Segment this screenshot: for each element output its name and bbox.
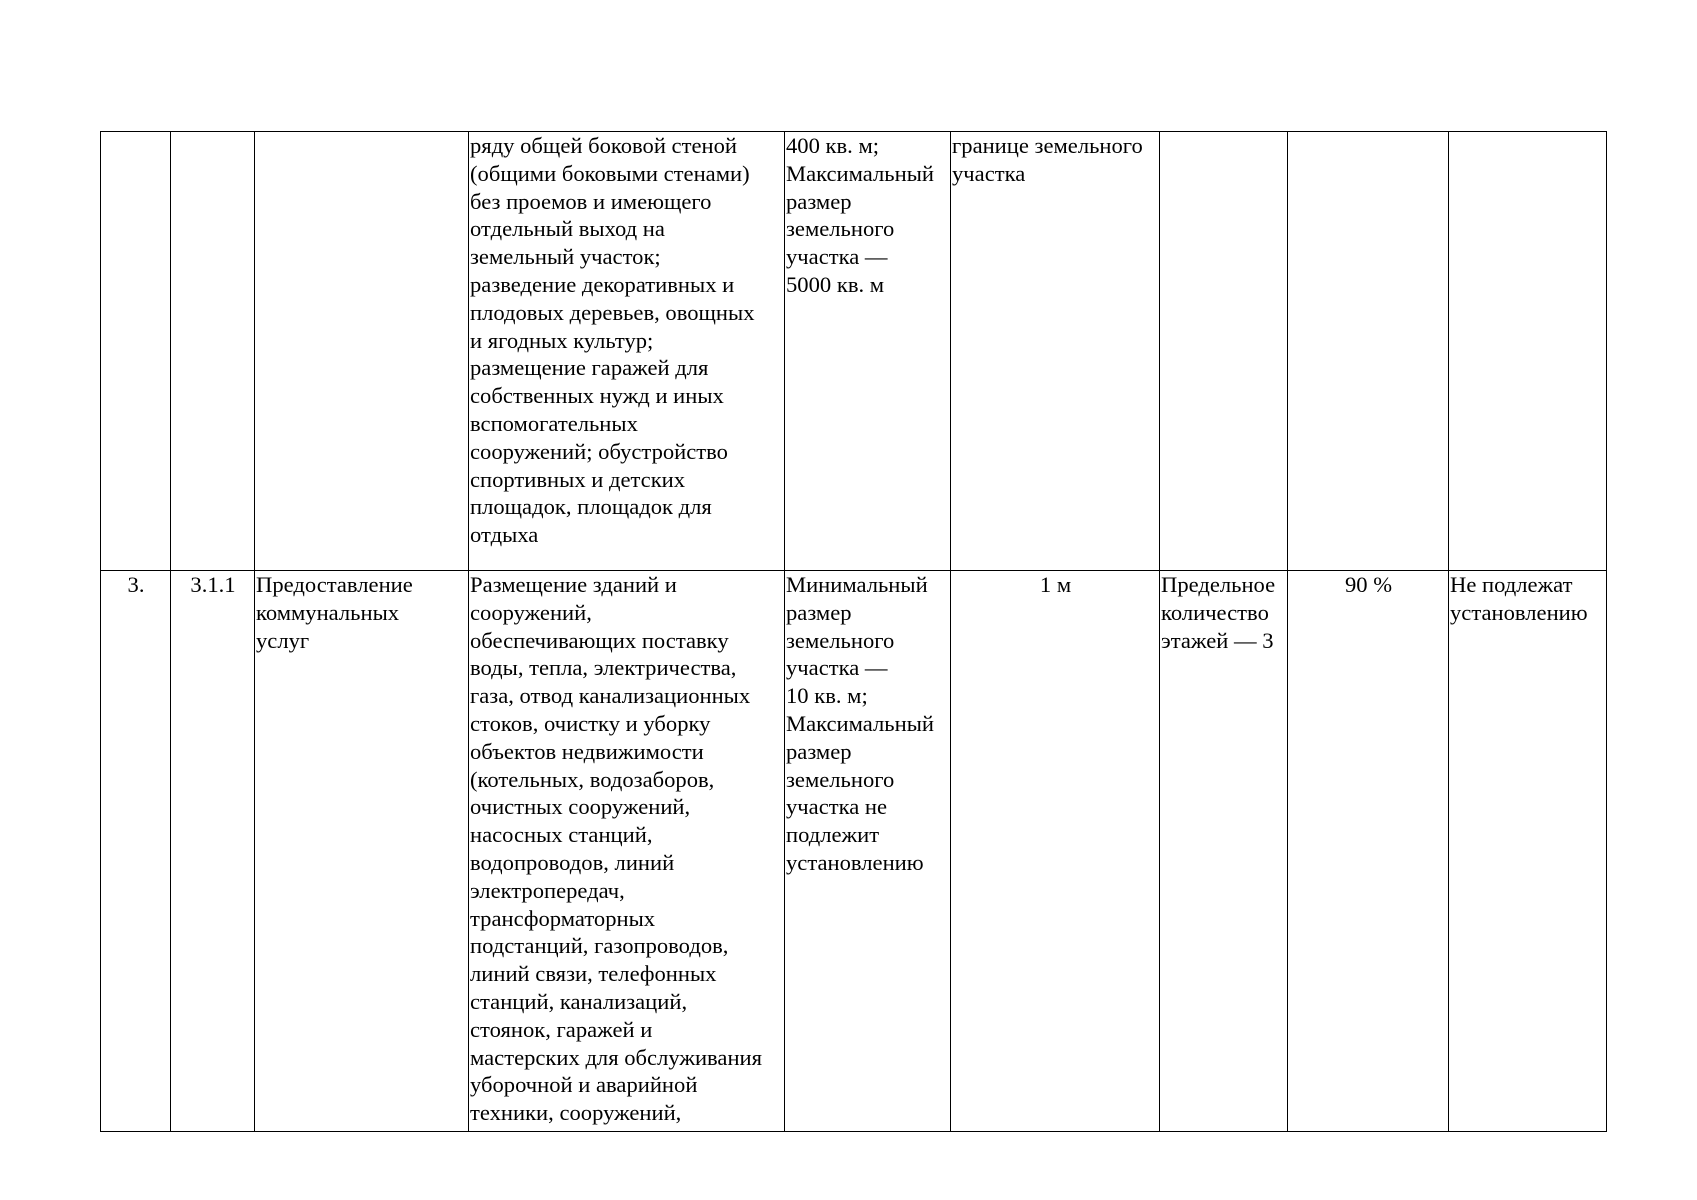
cell-description: Размещение зданий и сооружений, обеспечивающих поставку воды, тепла, электричества, газа, отвод канализационных стоков, очистку и уборку объектов недвижимости (котельных, водозаборов, очистных сооружений, насосных станций, водопроводов, линий электропередач, трансформаторных подстанций, газопроводов, линий связи, телефонных станций, канализаций, стоянок, гаражей и мастерских для обслуживания уборочной и аварийной техники, сооружений, — [469, 571, 785, 1132]
cell-code: 3.1.1 — [171, 571, 255, 1132]
cell-setback: 1 м — [951, 571, 1160, 1132]
table-row — [101, 571, 1607, 1132]
cell-number: 3. — [101, 571, 171, 1132]
cell-floors — [1160, 132, 1288, 571]
cell-coverage: 90 % — [1288, 571, 1449, 1132]
cell-use-name: Предоставление коммунальных услуг — [255, 571, 469, 1132]
cell-use-name — [255, 132, 469, 571]
cell-description: ряду общей боковой стеной (общими боковыми стенами) без проемов и имеющего отдельный выход на земельный участок; разведение декоративных и плодовых деревьев, овощных и ягодных культур; размещение гаражей для собственных нужд и иных вспомогательных сооружений; обустройство спортивных и детских площадок, площадок для отдыха — [469, 132, 785, 571]
cell-number — [101, 132, 171, 571]
cell-plot-size: 400 кв. м; Максимальный размер земельного участка — 5000 кв. м — [785, 132, 951, 571]
cell-restrictions — [1449, 132, 1607, 571]
cell-plot-size: Минимальный размер земельного участка — 10 кв. м; Максимальный размер земельного участка не подлежит установлению — [785, 571, 951, 1132]
cell-coverage — [1288, 132, 1449, 571]
cell-restrictions: Не подлежат установлению — [1449, 571, 1607, 1132]
table-row — [101, 132, 1607, 571]
cell-setback: границе земельного участка — [951, 132, 1160, 571]
zoning-table — [100, 131, 1607, 1132]
cell-code — [171, 132, 255, 571]
cell-floors: Предельное количество этажей — 3 — [1160, 571, 1288, 1132]
